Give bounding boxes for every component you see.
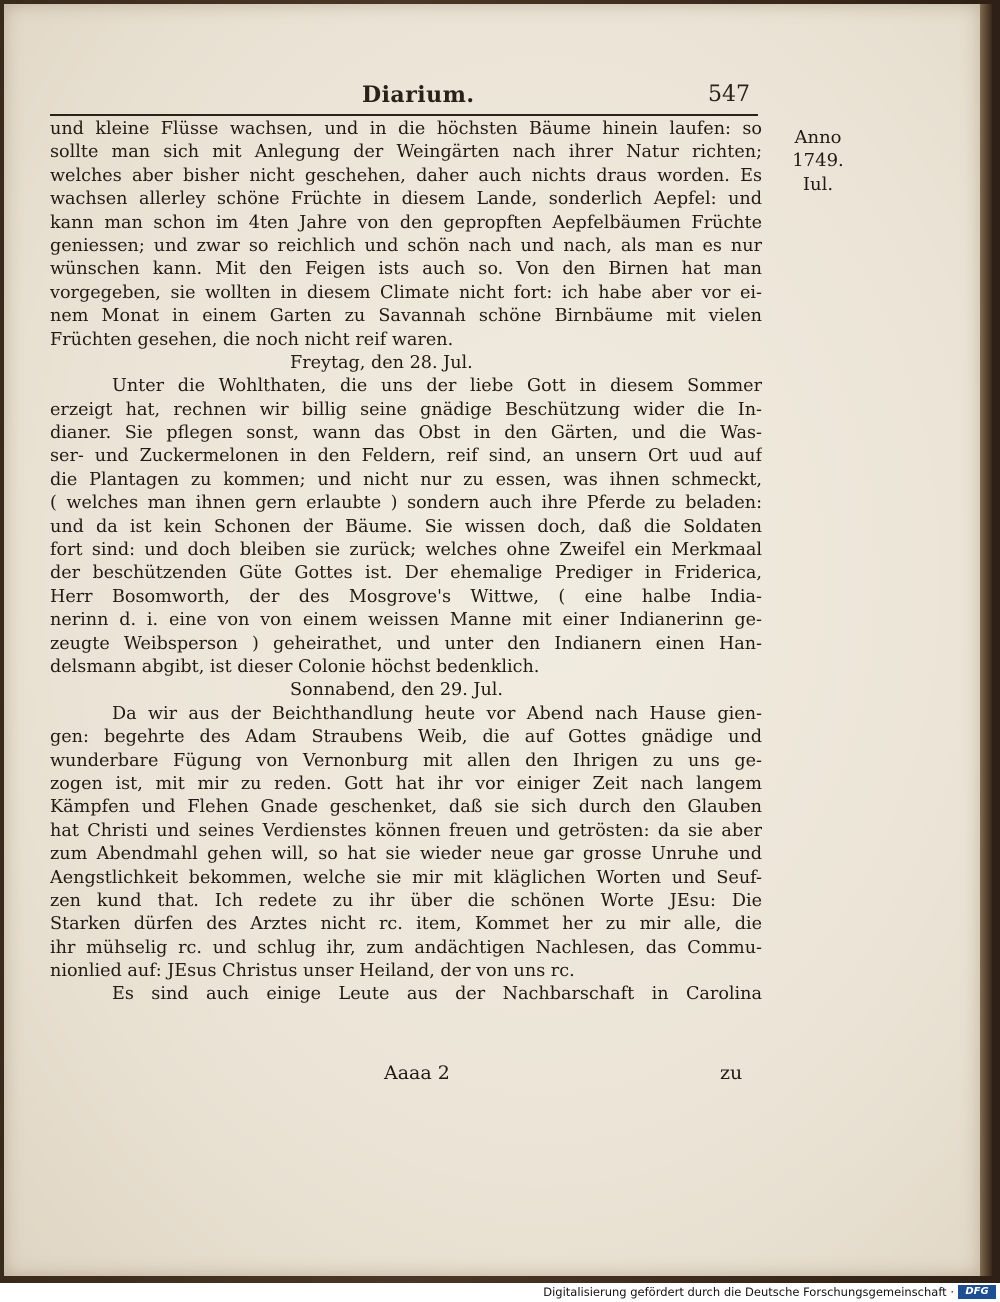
page-header <box>52 82 756 112</box>
footer-bar <box>0 1283 1000 1302</box>
margin-note-anno: Anno <box>794 127 842 148</box>
text-line: Es sind auch einige Leute aus der Nachbarschaft in Carolina <box>112 984 762 1005</box>
text-line: zen kund that. Ich redete zu ihr über die schönen Worte JEsu: Die <box>50 890 762 911</box>
entry-heading: Freytag, den 28. Jul. <box>290 352 473 373</box>
text-line: zum Abendmahl gehen will, so hat sie wieder neue gar grosse Unruhe und <box>50 844 762 865</box>
body-text <box>50 118 762 1007</box>
text-line: Starken dürfen des Arztes nicht rc. item, Kommet her zu mir alle, die <box>50 914 762 935</box>
text-line: ser- und Zuckermelonen in den Feldern, reif sind, an unsern Ort uud auf <box>50 446 762 467</box>
text-line: nem Monat in einem Garten zu Savannah schöne Birnbäume mit vielen <box>50 306 762 327</box>
text-line: nerinn d. i. eine von von einem weissen Manne mit einer Indianerinn ge- <box>50 610 762 631</box>
text-line: wunderbare Fügung von Vernonburg mit allen den Ihrigen zu uns ge- <box>50 750 762 771</box>
text-line: kann man schon im 4ten Jahre von den gepropften Aepfelbäumen Früchte <box>50 212 762 233</box>
signature-mark: Aaaa 2 <box>384 1062 450 1084</box>
text-line: Früchten gesehen, die noch nicht reif waren. <box>50 329 454 350</box>
text-line: zeugte Weibsperson ) geheirathet, und unter den Indianern einen Han- <box>50 633 762 654</box>
text-line: dianer. Sie pflegen sonst, wann das Obst in den Gärten, und die Was- <box>50 423 762 444</box>
page-fore-edge <box>978 4 992 1276</box>
funding-credit: Digitalisierung gefördert durch die Deutsche Forschungsgemeinschaft · <box>543 1285 954 1299</box>
margin-note-year: 1749. <box>792 150 844 172</box>
margin-notes <box>778 126 858 196</box>
text-line: wachsen allerley schöne Früchte in diesem Lande, sonderlich Aepfel: und <box>50 189 762 210</box>
dfg-logo: DFG <box>958 1285 996 1299</box>
text-line: geniessen; und zwar so reichlich und schön nach und nach, als man es nur <box>50 235 762 256</box>
text-line: wünschen kann. Mit den Feigen ists auch so. Von den Birnen hat man <box>50 259 762 280</box>
text-line: vorgegeben, sie wollten in diesem Climate nicht fort: ich habe aber vor ei- <box>50 282 762 303</box>
text-line: zogen ist, mit mir zu reden. Gott hat ihr vor einiger Zeit nach langem <box>50 773 762 794</box>
catchword: zu <box>720 1062 743 1084</box>
text-line: gen: begehrte des Adam Straubens Weib, die auf Gottes gnädige und <box>50 727 762 748</box>
text-line: Unter die Wohlthaten, die uns der liebe Gott in diesem Sommer <box>112 376 762 397</box>
text-line: der beschützenden Güte Gottes ist. Der ehemalige Prediger in Friderica, <box>50 563 762 584</box>
text-line: Herr Bosomworth, der des Mosgrove's Wittwe, ( eine halbe India- <box>50 586 762 607</box>
header-rule <box>50 114 758 116</box>
text-line: ( welches man ihnen gern erlaubte ) sondern auch ihre Pferde zu beladen: <box>50 493 762 514</box>
running-head: Diarium. <box>362 82 475 108</box>
text-line: die Plantagen zu kommen; und nicht nur zu essen, was ihnen schmeckt, <box>50 469 762 490</box>
text-line: welches aber bisher nicht geschehen, daher auch nichts draus worden. Es <box>50 165 762 186</box>
text-line: Aengstlichkeit bekommen, welche sie mir mit kläglichen Worten und Seuf- <box>50 867 762 888</box>
text-line: und da ist kein Schonen der Bäume. Sie wissen doch, daß die Soldaten <box>50 516 762 537</box>
text-line: hat Christi und seines Verdienstes können freuen und getrösten: da sie aber <box>50 820 762 841</box>
text-line: delsmann abgibt, ist dieser Colonie höchst bedenklich. <box>50 656 540 677</box>
text-line: ihr mühselig rc. und schlug ihr, zum andächtigen Nachlesen, das Commu- <box>50 937 762 958</box>
text-line: sollte man sich mit Anlegung der Weingärten nach ihrer Natur richten; <box>50 142 762 163</box>
text-line: fort sind: und doch bleiben sie zurück; welches ohne Zweifel ein Merkmaal <box>50 540 762 561</box>
text-line: und kleine Flüsse wachsen, und in die höchsten Bäume hinein laufen: so <box>50 119 762 139</box>
margin-note-month: Iul. <box>802 173 834 195</box>
page-number: 547 <box>708 82 750 107</box>
text-line: nionlied auf: JEsus Christus unser Heiland, der von uns rc. <box>50 961 575 982</box>
text-line: erzeigt hat, rechnen wir billig seine gnädige Beschützung wider die In- <box>50 399 762 420</box>
text-line: Da wir aus der Beichthandlung heute vor Abend nach Hause gien- <box>112 703 762 724</box>
entry-heading: Sonnabend, den 29. Jul. <box>290 680 504 701</box>
text-line: Kämpfen und Flehen Gnade geschenket, daß sie sich durch den Glauben <box>50 797 762 818</box>
